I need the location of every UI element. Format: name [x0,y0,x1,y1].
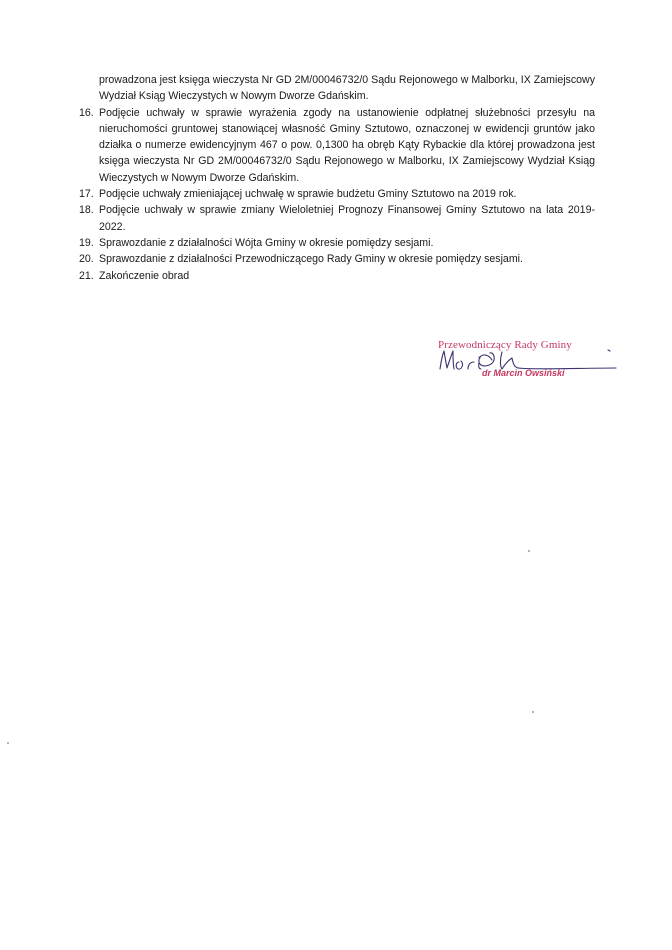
agenda-item-15-continuation [79,72,595,105]
agenda-item-18 [79,202,595,235]
agenda-item-16 [79,105,595,186]
agenda-item-number: 20. [79,253,94,266]
agenda-item-text: Podjęcie uchwały w sprawie zmiany Wieloletniej Prognozy Finansowej Gminy Sztutowo na lata 2019-2022. [99,204,595,233]
agenda-item-number: 16. [79,106,94,119]
agenda-item-21 [79,268,595,284]
stamp-name: dr Marcin Owsiński [482,368,565,378]
agenda-list [79,72,595,284]
agenda-item-text: Podjęcie uchwały w sprawie wyrażenia zgody na ustanowienie odpłatnej służebności przesyłu na nieruchomości gruntowej stanowiącej własność Gminy Sztutowo, oznaczonej w ewidencji gruntów jako działka o numerze ewidencyjnym 467 o pow. 0,1300 ha obręb Kąty Rybackie dla której prowadzona jest księga wieczysta Nr GD 2M/00046732/0 Sądu Rejonowego w Malborku, IX Zamiejscowy Wydział Ksiąg Wieczystych w Nowym Dworze Gdańskim. [99,106,595,184]
handwritten-signature [432,338,632,388]
agenda-item-text: Podjęcie uchwały zmieniającej uchwałę w sprawie budżetu Gminy Sztutowo na 2019 rok. [99,188,517,201]
agenda-item-20 [79,251,595,267]
scan-speck [7,742,9,744]
agenda-item-text: Sprawozdanie z działalności Przewodniczącego Rady Gminy w okresie pomiędzy sesjami. [99,253,523,266]
agenda-item-number: 18. [79,204,94,217]
agenda-item-text: prowadzona jest księga wieczysta Nr GD 2M/00046732/0 Sądu Rejonowego w Malborku, IX Zamiejscowy Wydział Ksiąg Wieczystych w Nowym Dworze Gdańskim. [99,74,595,103]
agenda-item-text: Zakończenie obrad [99,269,190,282]
chairman-stamp [432,338,632,388]
agenda-item-number: 19. [79,236,94,249]
scan-speck [528,550,530,552]
stamp-title: Przewodniczący Rady Gminy [438,339,572,351]
agenda-item-17 [79,186,595,202]
agenda-item-text: Sprawozdanie z działalności Wójta Gminy w okresie pomiędzy sesjami. [99,236,434,249]
scan-speck [532,711,534,713]
agenda-item-number: 17. [79,188,94,201]
agenda-item-number: 21. [79,269,94,282]
agenda-item-19 [79,235,595,251]
